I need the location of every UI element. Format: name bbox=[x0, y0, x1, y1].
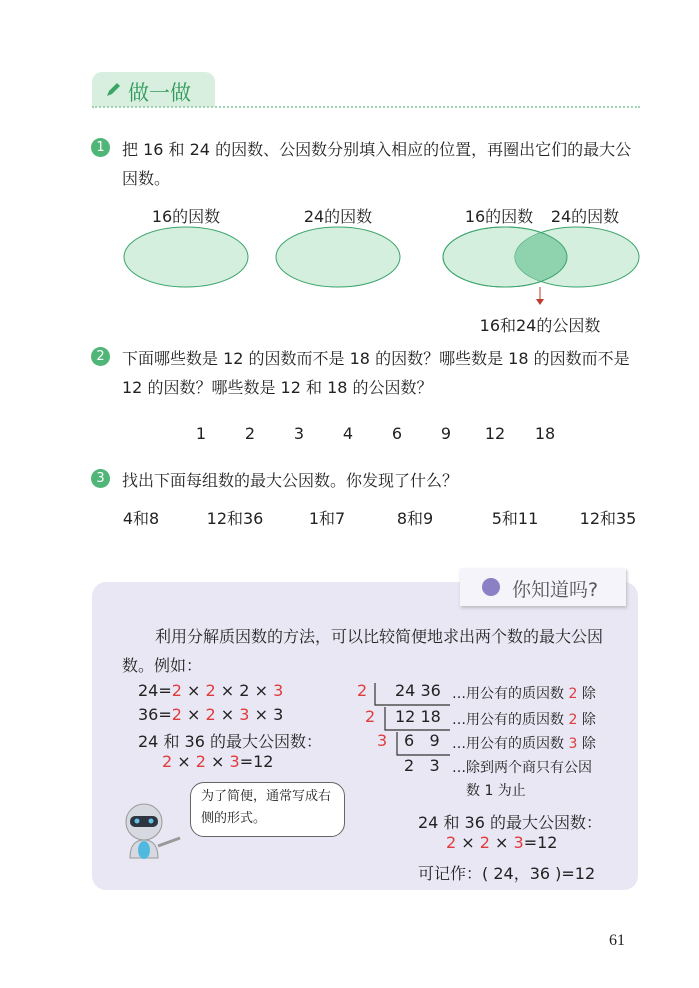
q2-text: 下面哪些数是 12 的因数而不是 18 的因数？哪些数是 18 的因数而不是 bbox=[122, 349, 630, 368]
division-note: …除到两个商只有公因 bbox=[452, 760, 592, 776]
q3-text: 找出下面每组数的最大公因数。你发现了什么？ bbox=[122, 471, 459, 490]
division-note: …用公有的质因数 2 除 bbox=[452, 686, 596, 702]
equation: 24=2 × 2 × 2 × 3 bbox=[138, 681, 284, 700]
divider bbox=[92, 106, 640, 108]
venn-label: 24的因数 bbox=[550, 207, 620, 226]
number: 9 bbox=[440, 424, 452, 443]
number-pair: 12和35 bbox=[579, 509, 637, 528]
division-note: …用公有的质因数 2 除 bbox=[452, 712, 596, 728]
section-tab bbox=[92, 72, 215, 107]
page-number: 61 bbox=[609, 932, 625, 949]
common-label: 16和24的公因数 bbox=[479, 316, 601, 335]
paragraph: 数。例如： bbox=[122, 656, 203, 675]
q2-text: 12 的因数？哪些数是 12 和 18 的公因数？ bbox=[122, 378, 433, 397]
divisor: 2 bbox=[357, 681, 368, 700]
question-number: 2 bbox=[91, 347, 110, 366]
notation: 可记作：( 24，36 )=12 bbox=[418, 864, 596, 883]
number-pair: 1和7 bbox=[308, 509, 346, 528]
equation: 24 和 36 的最大公因数： bbox=[138, 732, 322, 751]
number: 2 bbox=[244, 424, 256, 443]
divisor: 2 bbox=[365, 707, 376, 726]
division-note: 数 1 为止 bbox=[466, 783, 526, 799]
question-number: 3 bbox=[91, 469, 110, 488]
venn-label: 16的因数 bbox=[151, 207, 221, 226]
number: 3 bbox=[293, 424, 305, 443]
number-pair: 12和36 bbox=[206, 509, 264, 528]
pencil-icon bbox=[104, 81, 122, 99]
robot-icon bbox=[122, 800, 192, 860]
equation: 2 × 2 × 3=12 bbox=[162, 752, 274, 771]
q1-text: 因数。 bbox=[122, 169, 171, 188]
ellipse-16 bbox=[124, 227, 248, 287]
venn-label: 24的因数 bbox=[303, 207, 373, 226]
number: 1 bbox=[195, 424, 207, 443]
number-pair: 5和11 bbox=[491, 509, 539, 528]
q1-text: 把 16 和 24 的因数、公因数分别填入相应的位置，再圈出它们的最大公 bbox=[122, 140, 632, 159]
number: 18 bbox=[534, 424, 556, 443]
speech-bubble: 为了简便，通常写成右侧的形式。 bbox=[190, 782, 345, 837]
dividend-row: 24 36 bbox=[395, 681, 441, 700]
chart-icon bbox=[482, 578, 500, 596]
venn-diagrams bbox=[0, 220, 699, 310]
dividend-row: 12 18 bbox=[395, 707, 441, 726]
division-lines bbox=[370, 680, 460, 760]
paragraph: 利用分解质因数的方法，可以比较简便地求出两个数的最大公因 bbox=[155, 627, 604, 646]
did-you-know-title: 你知道吗? bbox=[512, 579, 599, 601]
did-you-know-tab bbox=[460, 568, 626, 606]
division-note: …用公有的质因数 3 除 bbox=[452, 736, 596, 752]
venn-label: 16的因数 bbox=[464, 207, 534, 226]
ellipse-24 bbox=[276, 227, 400, 287]
question-number: 1 bbox=[91, 138, 110, 157]
result-label: 24 和 36 的最大公因数： bbox=[418, 813, 602, 832]
number: 12 bbox=[484, 424, 506, 443]
section-title: 做一做 bbox=[128, 81, 191, 105]
number-pair: 8和9 bbox=[396, 509, 434, 528]
number: 4 bbox=[342, 424, 354, 443]
quotient-row: 2 3 bbox=[404, 756, 440, 775]
divisor: 3 bbox=[377, 731, 388, 750]
number-pair: 4和8 bbox=[122, 509, 160, 528]
equation: 36=2 × 2 × 3 × 3 bbox=[138, 705, 284, 724]
dividend-row: 6 9 bbox=[404, 731, 440, 750]
result-equation: 2 × 2 × 3=12 bbox=[446, 833, 558, 852]
number: 6 bbox=[391, 424, 403, 443]
